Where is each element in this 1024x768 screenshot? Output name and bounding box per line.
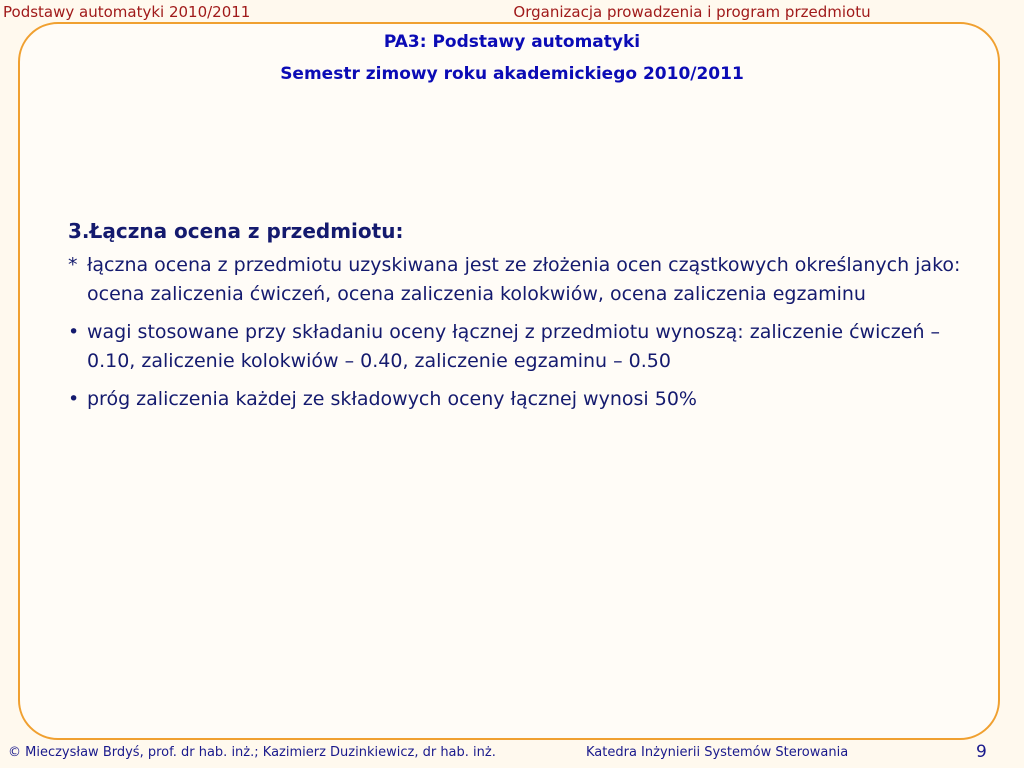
header-section-title: Organizacja prowadzenia i program przedmiotu	[513, 3, 871, 21]
list-item-text: próg zaliczenia każdej ze składowych oceny łącznej wynosi 50%	[87, 388, 697, 410]
list-item	[68, 385, 968, 414]
content-heading: 3.Łączna ocena z przedmiotu:	[68, 219, 404, 243]
asterisk-marker: *	[68, 254, 78, 276]
slide-title: PA3: Podstawy automatyki	[383, 32, 641, 52]
page-number: 9	[976, 742, 987, 762]
bullet-marker: •	[68, 321, 80, 343]
list-item	[68, 251, 968, 309]
slide-subtitle: Semestr zimowy roku akademickiego 2010/2011	[280, 64, 744, 84]
list-item	[68, 318, 968, 376]
footer-authors: © Mieczysław Brdyś, prof. dr hab. inż.; Kazimierz Duzinkiewicz, dr hab. inż.	[8, 745, 496, 760]
bullet-marker: •	[68, 388, 80, 410]
header-course-title: Podstawy automatyki 2010/2011	[3, 3, 251, 21]
slide-content	[68, 217, 968, 423]
list-item-text: wagi stosowane przy składaniu oceny łącznej z przedmiotu wynoszą: zaliczenie ćwiczeń – 0.10, zaliczenie kolokwiów – 0.40, zaliczenie egzaminu – 0.50	[87, 321, 941, 372]
footer-department: Katedra Inżynierii Systemów Sterowania	[586, 745, 849, 760]
list-item-text: łączna ocena z przedmiotu uzyskiwana jest ze złożenia ocen cząstkowych określanych jako: ocena zaliczenia ćwiczeń, ocena zaliczenia kolokwiów, ocena zaliczenia egzaminu	[87, 254, 961, 305]
